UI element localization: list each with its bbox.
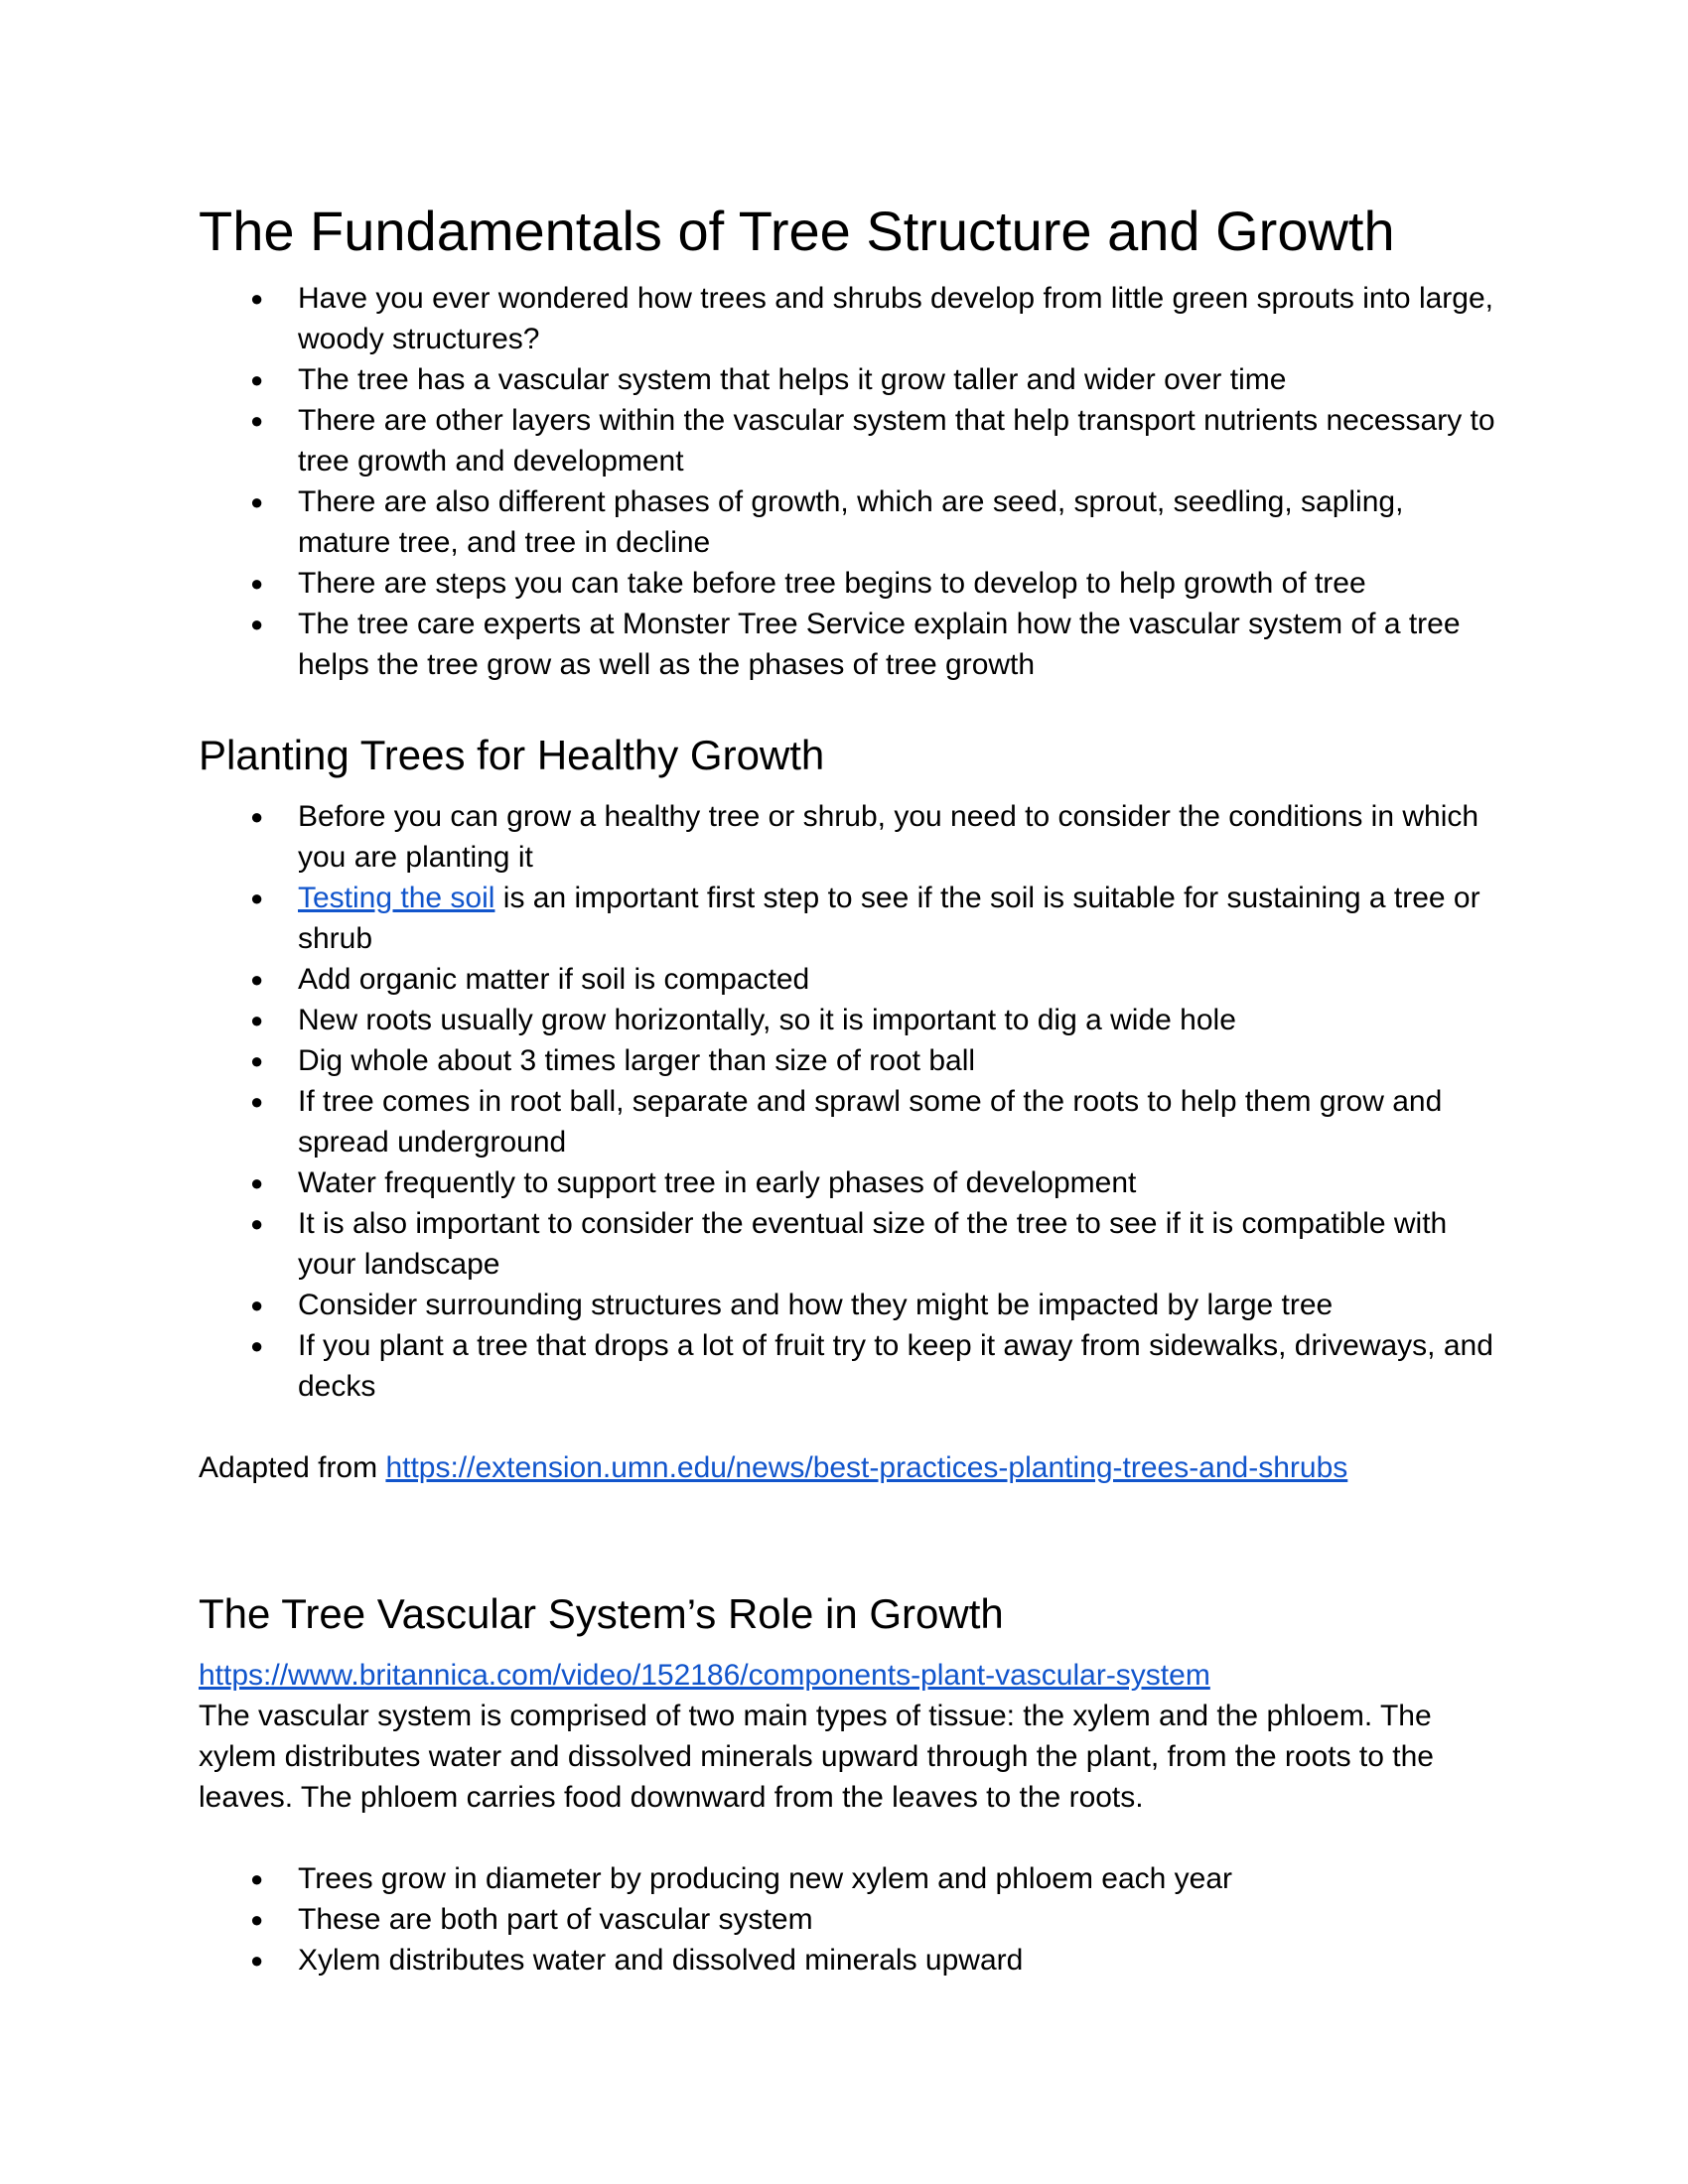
spacer (199, 685, 1499, 729)
section-heading-planting: Planting Trees for Healthy Growth (199, 732, 825, 778)
source-prefix: Adapted from (199, 1451, 386, 1484)
list-item: ● There are steps you can take before tree begins to develop to help growth of tree (298, 563, 1499, 604)
list-item: ● If you plant a tree that drops a lot of fruit try to keep it away from sidewalks, driveways, and decks (298, 1325, 1499, 1407)
spacer (199, 1407, 1499, 1447)
list-item: ● Before you can grow a healthy tree or shrub, you need to consider the conditions in which you are planting it (298, 796, 1499, 878)
list-item: ● Consider surrounding structures and how they might be impacted by large tree (298, 1285, 1499, 1325)
page-title: The Fundamentals of Tree Structure and Growth (199, 200, 1395, 262)
list-item: ● Trees grow in diameter by producing new xylem and phloem each year (298, 1858, 1499, 1899)
list-item: ● Dig whole about 3 times larger than size of root ball (298, 1040, 1499, 1081)
list-item: ● There are other layers within the vascular system that help transport nutrients necessary to tree growth and development (298, 400, 1499, 481)
vascular-bullet-list (199, 1858, 1499, 1980)
list-item: ● Water frequently to support tree in early phases of development (298, 1162, 1499, 1203)
list-item: ● Add organic matter if soil is compacted (298, 959, 1499, 1000)
source-attribution (199, 1447, 1499, 1488)
list-item: ● If tree comes in root ball, separate and sprawl some of the roots to help them grow and spread underground (298, 1081, 1499, 1162)
list-item: ● Have you ever wondered how trees and shrubs develop from little green sprouts into large, woody structures? (298, 278, 1499, 359)
britannica-link[interactable]: https://www.britannica.com/video/152186/components-plant-vascular-system (199, 1659, 1210, 1692)
list-item: ● New roots usually grow horizontally, so it is important to dig a wide hole (298, 1000, 1499, 1040)
document-page (199, 197, 1499, 1980)
spacer (199, 1488, 1499, 1587)
list-item: ● It is also important to consider the eventual size of the tree to see if it is compatible with your landscape (298, 1203, 1499, 1285)
planting-bullet-list (199, 796, 1499, 1407)
list-item: ● The tree care experts at Monster Tree Service explain how the vascular system of a tree helps the tree grow as well as the phases of tree growth (298, 604, 1499, 685)
britannica-link-line (199, 1655, 1499, 1696)
spacer (199, 1818, 1499, 1858)
list-item: ● These are both part of vascular system (298, 1899, 1499, 1940)
list-item (298, 878, 1499, 959)
list-item: ● The tree has a vascular system that helps it grow taller and wider over time (298, 359, 1499, 400)
intro-bullet-list (199, 278, 1499, 685)
umn-extension-link[interactable]: https://extension.umn.edu/news/best-practices-planting-trees-and-shrubs (385, 1451, 1348, 1484)
list-item: ● There are also different phases of growth, which are seed, sprout, seedling, sapling, mature tree, and tree in decline (298, 481, 1499, 563)
list-item-text: is an important first step to see if the soil is suitable for sustaining a tree or shrub (298, 882, 1480, 955)
list-item: ● Xylem distributes water and dissolved minerals upward (298, 1940, 1499, 1980)
vascular-paragraph: The vascular system is comprised of two main types of tissue: the xylem and the phloem. The xylem distributes water and dissolved minerals upward through the plant, from the roots to the leaves. The phloem carries food downward from the leaves to the roots. (199, 1700, 1434, 1814)
testing-soil-link[interactable]: Testing the soil (298, 882, 495, 914)
section-heading-vascular: The Tree Vascular System’s Role in Growth (199, 1590, 1004, 1637)
